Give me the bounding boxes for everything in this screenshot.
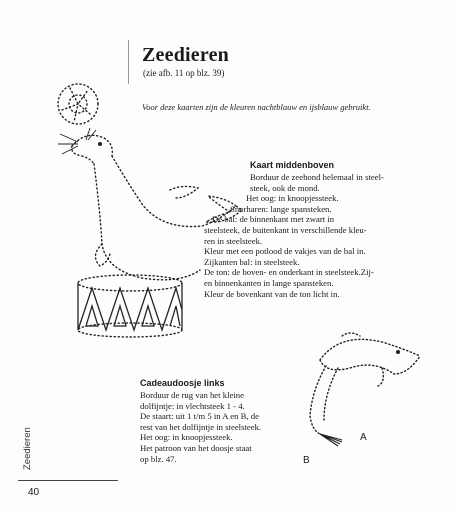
text-line: dolfijntje: in vlechtsteek 1 - 4. [140,400,245,411]
figure-label-a: A [360,432,367,443]
seal-card-instructions [204,160,450,299]
text-line: Het patroon van het doosje staat [140,442,252,453]
footer-rule [18,480,118,481]
text-line: De bal: de binnenkant met zwart in [212,214,335,225]
title-divider [128,40,129,84]
text-line: De staart: uit 1 t/m 5 in A en B, de [140,411,259,422]
text-line: Kleur de bovenkant van de ton licht in. [204,288,340,299]
text-line: Borduur de rug van het kleine [140,390,244,400]
section-heading-seal: Kaart middenboven [250,160,335,170]
intro-text: Voor deze kaarten zijn de kleuren nachtblauw en ijsblauw gebruikt. [142,102,371,112]
text-line: ren in steelsteek. [204,235,263,246]
text-line: steelsteek, de buitenkant in verschillende kleu- [204,224,367,235]
text-line: De ton: de boven- en onderkant in steelsteek.Zij- [204,267,374,278]
text-line: Het oog: in knoopjessteek. [246,193,339,204]
page-title: Zeedieren [142,44,229,66]
text-line: Snorharen: lange spansteken. [230,203,332,214]
text-line: rest van het dolfijntje in steelsteek. [140,421,262,432]
text-line: en binnenkanten in lange spansteken. [204,277,334,288]
text-line: Het oog: in knoopjessteek. [140,432,233,443]
page-number: 40 [28,487,40,498]
text-line: steek, ook de mond. [250,182,320,193]
page-subtitle: (zie afb. 11 op blz. 39) [143,68,225,78]
figure-label-b: B [303,455,310,466]
gift-box-instructions [140,378,320,464]
chapter-side-label: Zeedieren [22,427,33,470]
text-line: Borduur de zeehond helemaal in steel- [250,172,384,182]
text-line: op blz. 47. [140,453,177,464]
section-heading-giftbox: Cadeaudoosje links [140,378,225,388]
text-line: Zijkanten bal: in steelsteek. [204,256,300,267]
text-line: Kleur met een potlood de vakjes van de bal in. [204,246,366,257]
